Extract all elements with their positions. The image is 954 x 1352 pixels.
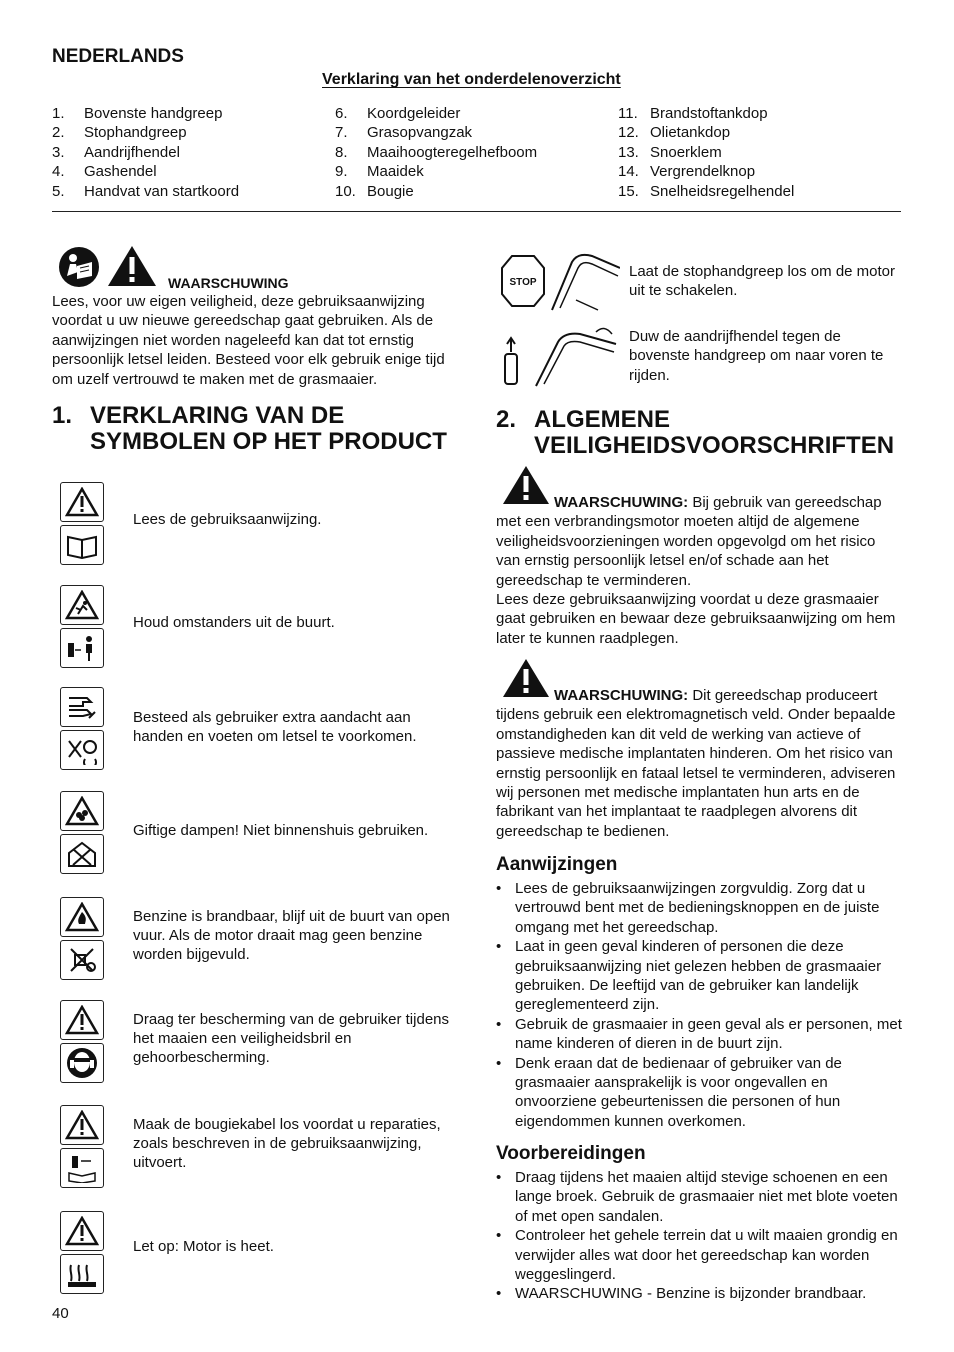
- read-manual-icon: [58, 246, 100, 293]
- parts-list-column-1: [52, 104, 239, 201]
- section-2-title-line2: VEILIGHEIDSVOORSCHRIFTEN: [534, 432, 895, 459]
- intro-warning-header: [58, 244, 289, 293]
- list-item: • Denk eraan dat de bedienaar of gebruiker van de grasmaaier aansprakelijk is voor ongevallen en onvoorziene gebeurtenissen die personen of hun eigendommen kunnen overkomen.: [496, 1054, 902, 1132]
- list-item: 15. Snelheidsregelhendel: [618, 182, 795, 200]
- warning-2-text: WAARSCHUWING: Dit gereedschap produceert tijdens gebruik een elektromagnetisch veld. Onder bepaalde omstandigheden kan dit veld de werking van actieve of passieve medische implantaten hinderen. Om het risico van ernstig persoonlijk en fataal letsel te verminderen, adviseren wij personen met medische implantaten hun arts en de fabrikant van het implantaat te raadplegen alvorens dit gereedschap te bedienen.: [496, 687, 896, 840]
- warning-label: WAARSCHUWING: [168, 275, 289, 291]
- list-item: • Lees de gebruiksaanwijzingen zorgvuldig. Zorg dat u vertrouwd bent met de bedieningsknoppen en de juiste omgang met het gereedschap.: [496, 879, 902, 937]
- section-1-heading: 1. VERKLARING VAN DE SYMBOLEN OP HET PRODUCT: [52, 402, 447, 455]
- stop-handle-instruction: Laat de stophandgreep los om de motor uit te schakelen.: [629, 263, 896, 300]
- warning-1-extra-text: Lees deze gebruiksaanwijzing voordat u deze grasmaaier gaat gebruiken en bewaar deze gebruiksaanwijzing om hem later te kunnen raadplegen.: [496, 591, 896, 647]
- no-refuel-running-icon: [60, 940, 104, 980]
- warning-triangle-icon: [60, 1000, 104, 1040]
- drive-lever-illustration: [500, 324, 620, 390]
- warning-triangle-icon: [60, 482, 104, 522]
- list-item: 8. Maaihoogteregelhefboom: [335, 143, 538, 161]
- list-item: 13. Snoerklem: [618, 143, 722, 161]
- symbol-description: Benzine is brandbaar, blijf uit de buurt van open vuur. Als de motor draait mag geen benzine worden bijgevuld.: [133, 908, 450, 963]
- symbol-description: Maak de bougiekabel los voordat u reparaties, zoals beschreven in de gebruiksaanwijzing, uitvoert.: [133, 1116, 441, 1171]
- toxic-fumes-icon: [60, 791, 104, 831]
- stop-badge: STOP: [509, 277, 537, 288]
- symbol-row-toxic-fumes: [60, 791, 470, 877]
- parts-overview-title: Verklaring van het onderdelenoverzicht: [322, 71, 621, 88]
- warning-triangle-icon: [60, 1211, 104, 1251]
- aanwijzingen-heading: Aanwijzingen: [496, 854, 618, 875]
- warning-1-text: WAARSCHUWING: Bij gebruik van gereedschap met een verbrandingsmotor moeten altijd de algemene veiligheidsvoorzieningen worden opgevolgd om het risico van ernstig persoonlijk letsel en/of schade aan het gereedschap te verminderen.: [496, 494, 882, 589]
- list-item: • Draag tijdens het maaien altijd stevige schoenen en een lange broek. Gebruik de grasmaaier niet met blote voeten of met open sandalen.: [496, 1168, 902, 1226]
- list-item: 5. Handvat van startkoord: [52, 182, 240, 200]
- voorbereidingen-heading: Voorbereidingen: [496, 1143, 646, 1164]
- list-item: 9. Maaidek: [335, 163, 424, 181]
- spark-plug-manual-icon: [60, 1148, 104, 1188]
- symbol-description: Lees de gebruiksaanwijzing.: [133, 511, 322, 528]
- symbol-description: Draag ter bescherming van de gebruiker tijdens het maaien een veiligheidsbril en gehoorbescherming.: [133, 1011, 450, 1066]
- symbol-row-flammable: [60, 897, 470, 983]
- list-item: • Laat in geen geval kinderen of personen die deze gebruiksaanwijzing niet gelezen hebben de grasmaaier gebruiken. De leeftijd van de gebruiker kan landelijk gereglementeerd zijn.: [496, 937, 902, 1015]
- thrown-objects-icon: [60, 585, 104, 625]
- symbol-description: Giftige dampen! Niet binnenshuis gebruiken.: [133, 822, 429, 839]
- hand-foot-blade-icon: [60, 687, 104, 727]
- list-item: • WAARSCHUWING - Benzine is bijzonder brandbaar.: [496, 1284, 902, 1303]
- symbol-row-hot-engine: [60, 1211, 470, 1297]
- list-item: 4. Gashendel: [52, 163, 157, 181]
- parts-list-column-2: [335, 104, 537, 201]
- no-hands-feet-icon: [60, 730, 104, 770]
- warning-triangle-icon: [106, 244, 158, 293]
- section-2-heading: 2. ALGEMENE VEILIGHEIDSVOORSCHRIFTEN: [496, 406, 895, 459]
- list-item: 12. Olietankdop: [618, 124, 731, 142]
- list-item: 10. Bougie: [335, 182, 414, 200]
- stop-handle-illustration: [500, 250, 620, 314]
- section-1-title-line2: SYMBOLEN OP HET PRODUCT: [90, 428, 447, 455]
- flammable-icon: [60, 897, 104, 937]
- symbol-row-hands-feet: [60, 687, 470, 773]
- manual-book-icon: [60, 525, 104, 565]
- symbol-row-read-manual: [60, 482, 470, 568]
- list-item: • Gebruik de grasmaaier in geen geval als er personen, met name kinderen of dieren in de buurt zijn.: [496, 1015, 902, 1054]
- divider: [52, 211, 901, 212]
- symbol-description: Houd omstanders uit de buurt.: [133, 614, 335, 631]
- no-indoor-icon: [60, 834, 104, 874]
- symbol-row-spark-plug: [60, 1105, 470, 1191]
- list-item: 7. Grasopvangzak: [335, 124, 473, 142]
- language-heading: NEDERLANDS: [52, 46, 184, 67]
- aanwijzingen-list: [496, 879, 902, 1131]
- symbol-description: Let op: Motor is heet.: [133, 1238, 274, 1255]
- list-item: 1. Bovenste handgreep: [52, 105, 223, 122]
- voorbereidingen-list: [496, 1168, 902, 1304]
- bystander-distance-icon: [60, 628, 104, 668]
- hot-surface-icon: [60, 1254, 104, 1294]
- list-item: 3. Aandrijfhendel: [52, 143, 180, 161]
- drive-lever-instruction: Duw de aandrijfhendel tegen de bovenste handgreep om naar voren te rijden.: [629, 328, 884, 384]
- list-item: 11. Brandstoftankdop: [618, 105, 768, 122]
- page-number: 40: [52, 1305, 69, 1322]
- section-1-title-line1: VERKLARING VAN DE: [90, 402, 345, 429]
- intro-text: Lees, voor uw eigen veiligheid, deze gebruiksaanwijzing voordat u uw nieuwe gereedschap gaat gebruiken. Als de aanwijzingen niet worden nageleefd kan dat tot ernstig persoonlijk letsel leiden. Besteed voor elk gebruik enige tijd om uzelf vertrouwd te maken met de grasmaaier.: [52, 293, 445, 388]
- section-2-title-line1: ALGEMENE: [534, 406, 671, 433]
- warning-triangle-icon: [60, 1105, 104, 1145]
- list-item: 2. Stophandgreep: [52, 124, 187, 142]
- parts-list-column-3: [618, 104, 794, 201]
- symbol-description: Besteed als gebruiker extra aandacht aan handen en voeten om letsel te voorkomen.: [133, 709, 417, 745]
- list-item: 6. Koordgeleider: [335, 105, 461, 122]
- list-item: 14. Vergrendelknop: [618, 163, 756, 181]
- symbol-row-protection: [60, 1000, 470, 1086]
- symbol-row-bystanders: [60, 585, 470, 671]
- eye-ear-protection-icon: [60, 1043, 104, 1083]
- list-item: • Controleer het gehele terrein dat u wilt maaien grondig en verwijder alles wat door het gereedschap kan worden weggeslingerd.: [496, 1226, 902, 1284]
